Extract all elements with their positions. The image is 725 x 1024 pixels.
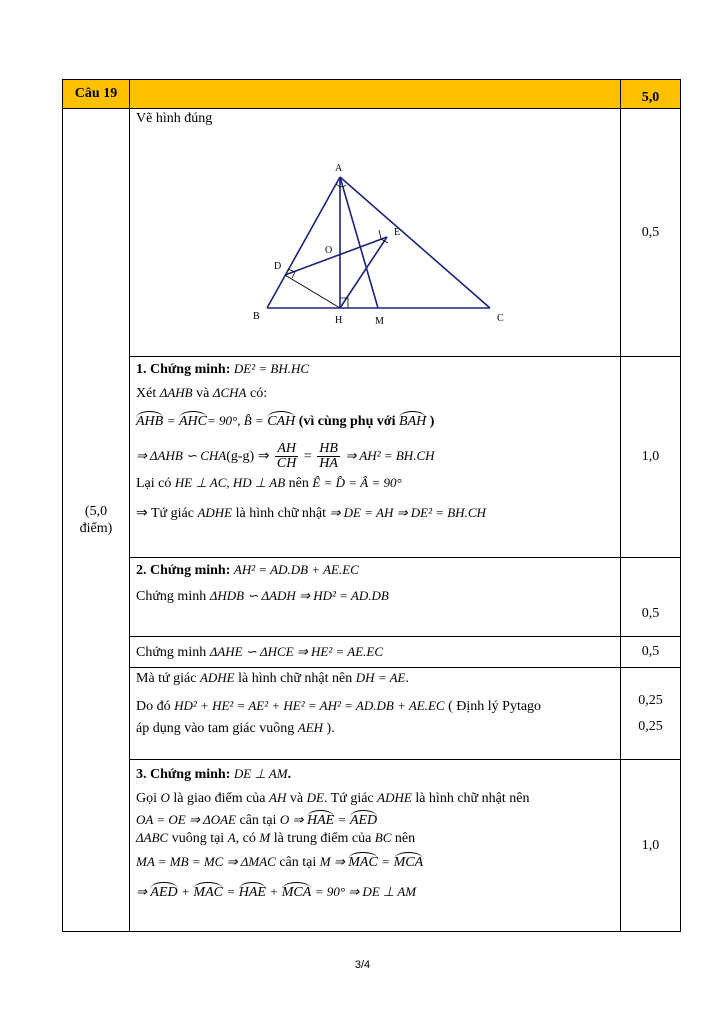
part1-text: nên xyxy=(288,476,309,491)
part2-text: áp dụng vào tam giác vuông xyxy=(136,721,295,736)
segment-ac xyxy=(340,177,490,308)
part3-math: = 90° ⇒ DE ⊥ AM xyxy=(314,884,417,899)
label-c: C xyxy=(497,313,504,324)
part1-math: HE ⊥ AC, HD ⊥ AB xyxy=(174,475,286,490)
part2-score-3 xyxy=(621,668,681,760)
part1-heading: 1. Chứng minh: xyxy=(136,362,231,377)
angle-mark-a xyxy=(336,184,346,187)
part2-math: ΔHDB ∽ ΔADH ⇒ HD² = AD.DB xyxy=(209,588,389,603)
side-score-label: (5,0 điểm) xyxy=(63,109,130,932)
label-h: H xyxy=(335,315,343,326)
part2-score-1: 0,5 xyxy=(621,558,681,637)
part1-text: (g-g) ⇒ xyxy=(226,449,270,464)
geometry-figure xyxy=(136,127,606,327)
part3-text: là trung điểm của xyxy=(273,831,372,846)
part2-row-a xyxy=(63,558,681,637)
part3-text: là hình chữ nhật nên xyxy=(415,791,530,806)
question-label: Câu 19 xyxy=(63,80,130,109)
part1-math: ⇒ ΔAHB ∽ CHA xyxy=(136,448,227,463)
part1-score: 1,0 xyxy=(621,357,681,558)
part3-math: = xyxy=(337,812,347,827)
figure-title: Vẽ hình đúng xyxy=(136,111,213,126)
angle-mca: MCA xyxy=(394,852,424,871)
part2-row-c xyxy=(63,668,681,760)
part3-text: . Tứ giác xyxy=(323,791,374,806)
part2-text: Do đó xyxy=(136,699,171,714)
part3-math: AH xyxy=(269,790,287,805)
label-b: B xyxy=(253,311,260,322)
part3-heading: 3. Chứng minh: xyxy=(136,767,231,782)
part3-text: cân tại xyxy=(239,813,277,828)
angle-ahb: AHB xyxy=(136,411,163,430)
part3-math: ΔABC xyxy=(136,830,169,845)
part2-score-3a: 0,25 xyxy=(638,692,663,708)
figure-score: 0,5 xyxy=(621,109,681,357)
part3-statement: DE ⊥ AM xyxy=(233,766,288,781)
angle-aed: AED xyxy=(150,882,177,901)
part3-math: M xyxy=(259,830,271,845)
page-number: 3/4 xyxy=(354,959,371,971)
part3-math: OA = OE ⇒ ΔOAE xyxy=(136,812,236,827)
part2-cell-a xyxy=(130,558,621,637)
angle-bah: BAH xyxy=(399,411,426,430)
angle-mac: MAC xyxy=(193,882,223,901)
part3-math: = xyxy=(226,884,236,899)
angle-cah: CAH xyxy=(267,411,295,430)
part3-math: = xyxy=(381,854,391,869)
part3-text: nên xyxy=(394,831,416,846)
header-row xyxy=(63,80,681,109)
part2-math: AEH xyxy=(297,720,324,735)
part1-text: ) xyxy=(429,414,435,429)
part3-text: là giao điểm của xyxy=(173,791,266,806)
part1-math: ADHE xyxy=(197,505,233,520)
part2-text: . xyxy=(405,671,409,686)
part3-score: 1,0 xyxy=(621,760,681,932)
fraction-hb-ha: $\frac{HB}{HA}$ xyxy=(319,441,338,472)
label-a: A xyxy=(335,163,343,174)
angle-hae: HAE xyxy=(307,810,334,829)
part3-math: BC xyxy=(374,830,392,845)
part1-math: = 90°, B̂ = xyxy=(207,413,264,428)
segment-de xyxy=(285,237,387,275)
part1-text: (vì cùng phụ với xyxy=(298,414,396,429)
label-o: O xyxy=(325,245,333,256)
part3-text: Gọi xyxy=(136,791,157,806)
part1-text: và xyxy=(196,386,210,401)
part2-math: ΔAHE ∽ ΔHCE ⇒ HE² = AE.EC xyxy=(209,643,384,659)
part3-math: M ⇒ xyxy=(319,854,345,869)
part1-math: Ê = D̂ = Â = 90° xyxy=(312,475,402,490)
part2-cell-b xyxy=(130,637,621,668)
part1-cell xyxy=(130,357,621,558)
segment-he xyxy=(340,237,387,308)
part2-text: Mà tứ giác xyxy=(136,671,197,686)
angle-mca: MCA xyxy=(282,882,312,901)
header-blank xyxy=(130,80,621,109)
angle-ahc: AHC xyxy=(179,411,207,430)
part3-math: MA = MB = MC ⇒ ΔMAC xyxy=(136,854,276,869)
fraction-ah-ch: $\frac{AH}{CH}$ xyxy=(276,441,297,472)
part2-text: là hình chữ nhật nên xyxy=(238,671,353,686)
part2-math: ADHE xyxy=(199,670,235,685)
part3-cell xyxy=(130,760,621,932)
part1-text: có: xyxy=(249,386,268,401)
figure-cell xyxy=(130,109,621,357)
part2-score-3b: 0,25 xyxy=(638,718,663,734)
part2-cell-c xyxy=(130,668,621,760)
part3-text: cân tại xyxy=(279,855,317,870)
part3-text: . xyxy=(287,767,292,782)
part1-text: ⇒ Tứ giác xyxy=(136,506,194,521)
part3-math: ⇒ xyxy=(136,884,147,899)
figure-row xyxy=(63,109,681,357)
part2-row-b xyxy=(63,637,681,668)
part3-text: vuông tại xyxy=(171,831,225,846)
part1-math: = xyxy=(166,413,176,428)
angle-mac: MAC xyxy=(348,852,378,871)
part3-text: , có xyxy=(235,831,256,846)
segment-ab xyxy=(267,177,340,308)
part3-math: O xyxy=(160,790,170,805)
part1-math: ΔAHB xyxy=(159,385,193,400)
part2-heading: 2. Chứng minh: xyxy=(136,563,231,578)
angle-aed: AED xyxy=(350,810,377,829)
part1-math: ⇒ DE = AH ⇒ DE² = BH.CH xyxy=(329,505,486,520)
total-score: 5,0 xyxy=(621,80,681,109)
answer-table xyxy=(62,79,681,932)
part3-math: DE xyxy=(306,790,324,805)
part2-text: Chứng minh xyxy=(136,644,207,660)
part3-math: O ⇒ xyxy=(279,812,304,827)
part1-text: Xét xyxy=(136,386,157,401)
part2-score-2: 0,5 xyxy=(621,637,681,668)
part1-statement: DE² = BH.HC xyxy=(233,361,310,376)
label-m: M xyxy=(375,316,384,327)
part2-math: DH = AE xyxy=(355,670,406,685)
part3-math: + xyxy=(181,884,190,899)
part2-text: ). xyxy=(326,721,335,736)
part3-math: A xyxy=(227,830,236,845)
label-e: E xyxy=(394,227,401,238)
part2-statement: AH² = AD.DB + AE.EC xyxy=(233,562,359,577)
part1-math: ΔCHA xyxy=(212,385,247,400)
part1-row xyxy=(63,357,681,558)
part1-math: = xyxy=(303,449,312,464)
part1-math: ⇒ AH² = BH.CH xyxy=(345,448,435,463)
part2-text: ( Định lý Pytago xyxy=(448,699,542,714)
part3-row xyxy=(63,760,681,932)
part2-math: HD² + HE² = AE² + HE² = AH² = AD.DB + AE.EC xyxy=(174,698,445,713)
part1-text: là hình chữ nhật xyxy=(235,506,327,521)
segment-hd xyxy=(285,275,340,308)
part3-math: ADHE xyxy=(377,790,412,805)
part3-math: + xyxy=(269,884,279,899)
angle-hae: HAE xyxy=(239,882,266,901)
part1-text: Lại có xyxy=(136,476,172,491)
part2-text: Chứng minh xyxy=(136,589,207,604)
label-d: D xyxy=(274,261,282,272)
part3-text: và xyxy=(289,791,304,806)
